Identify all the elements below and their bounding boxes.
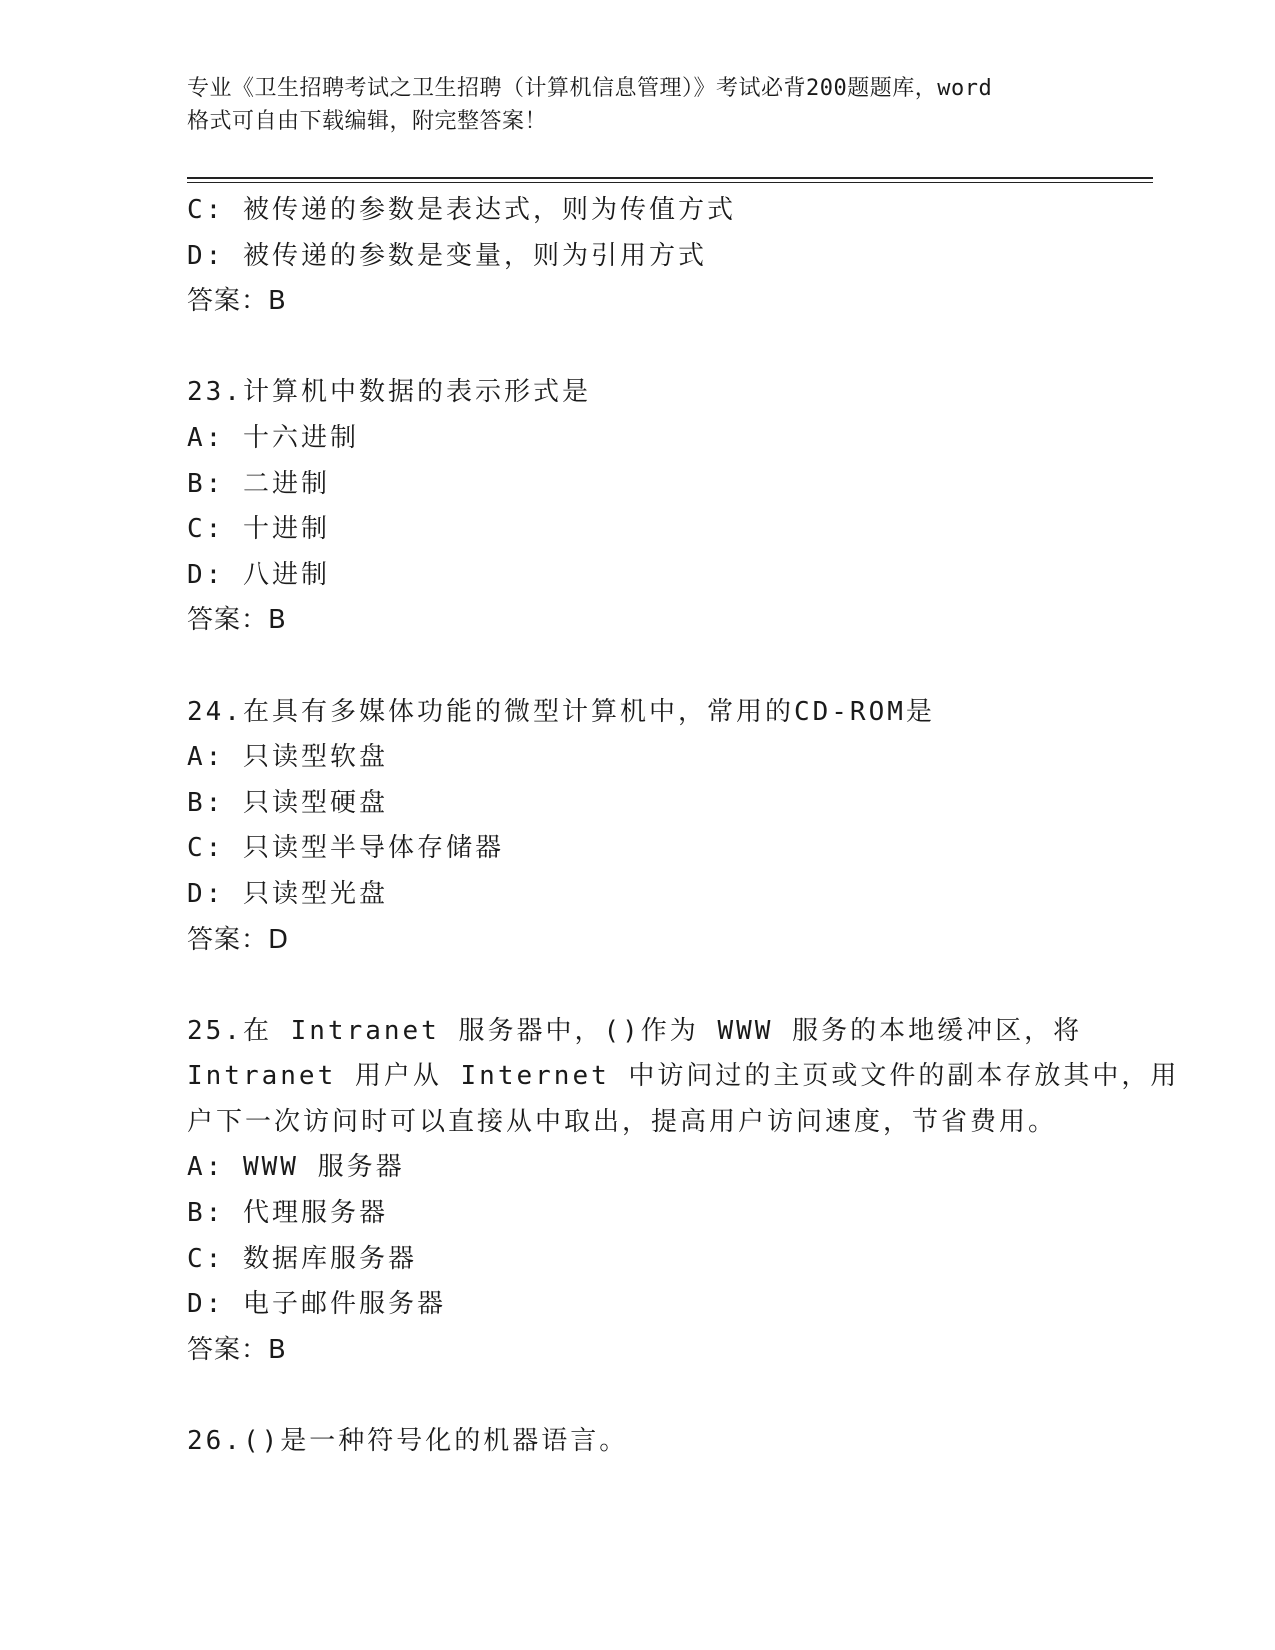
option-c: C: 数据库服务器	[187, 1243, 417, 1274]
option-b: B: 二进制	[187, 468, 330, 499]
question-stem: 23.计算机中数据的表示形式是	[187, 377, 591, 408]
question-22-continued	[187, 188, 1087, 325]
question-25	[187, 1009, 1180, 1374]
question-stem: 24.在具有多媒体功能的微型计算机中，常用的CD-ROM是	[187, 696, 935, 727]
option-d: D: 被传递的参数是变量，则为引用方式	[187, 240, 707, 271]
header-divider-thin	[187, 182, 1153, 183]
option-d: D: 电子邮件服务器	[187, 1289, 446, 1320]
question-26	[187, 1419, 1087, 1465]
option-c: C: 十进制	[187, 514, 330, 545]
option-b: B: 代理服务器	[187, 1198, 388, 1229]
header-title-line-1: 专业《卫生招聘考试之卫生招聘（计算机信息管理）》考试必背200题题库，word	[187, 76, 993, 101]
document-header	[187, 72, 1087, 138]
answer-label: 答案：B	[187, 286, 287, 317]
option-c: C: 只读型半导体存储器	[187, 833, 504, 864]
question-stem-line-3: 户下一次访问时可以直接从中取出，提高用户访问速度，节省费用。	[187, 1106, 1058, 1137]
header-divider	[187, 177, 1153, 179]
option-b: B: 只读型硬盘	[187, 787, 388, 818]
question-24	[187, 690, 1087, 964]
question-stem: 26.()是一种符号化的机器语言。	[187, 1426, 629, 1457]
answer-label: 答案：B	[187, 1334, 287, 1365]
option-a: A: 只读型软盘	[187, 742, 388, 773]
question-stem-line-1: 25.在 Intranet 服务器中，()作为 WWW 服务的本地缓冲区，将	[187, 1015, 1083, 1046]
answer-label: 答案：B	[187, 605, 287, 636]
header-title-line-2: 格式可自由下载编辑，附完整答案！	[187, 109, 548, 134]
option-a: A: WWW 服务器	[187, 1152, 405, 1183]
question-23	[187, 370, 1087, 644]
question-list	[187, 188, 1180, 1465]
option-d: D: 只读型光盘	[187, 878, 388, 909]
option-c: C: 被传递的参数是表达式，则为传值方式	[187, 195, 736, 225]
option-a: A: 十六进制	[187, 422, 359, 453]
question-stem-line-2: Intranet 用户从 Internet 中访问过的主页或文件的副本存放其中，用	[187, 1061, 1180, 1092]
option-d: D: 八进制	[187, 559, 330, 590]
answer-label: 答案：D	[187, 924, 290, 955]
